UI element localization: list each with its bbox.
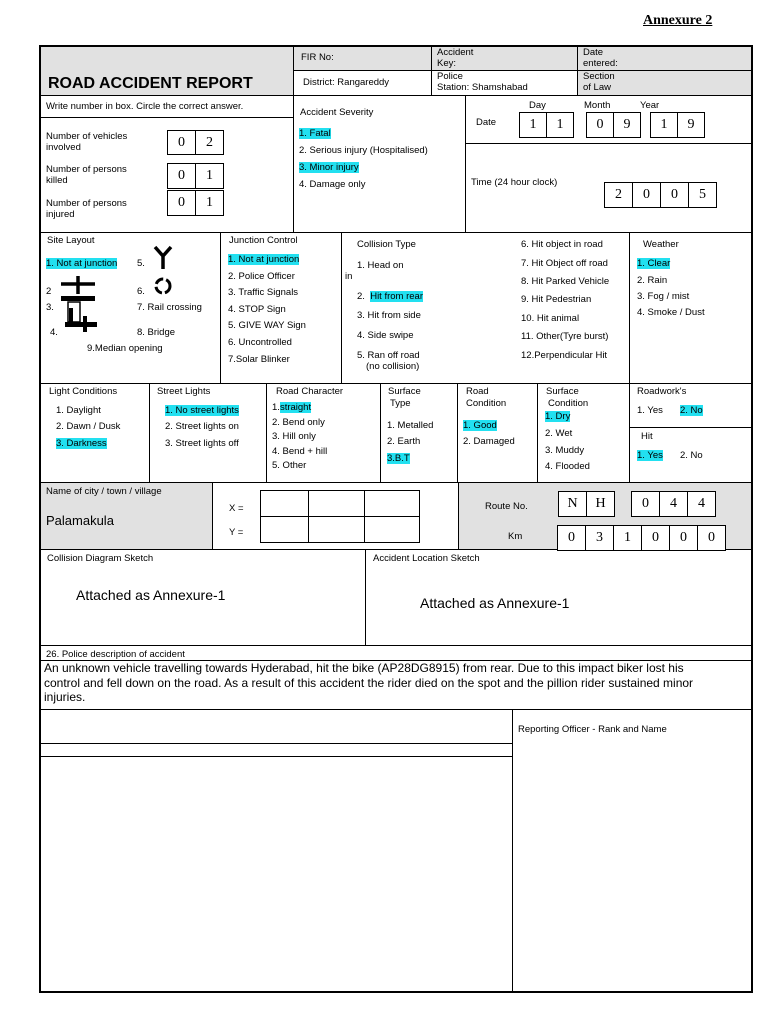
site-layout-not-at-junction[interactable]: 1. Not at junction (46, 258, 118, 269)
route-char[interactable]: 0 (631, 491, 660, 517)
year-label: Year (640, 100, 660, 111)
collision-hit-pedestrian[interactable]: 9. Hit Pedestrian (521, 294, 592, 305)
street-lights-none[interactable]: 1. No street lights (165, 405, 239, 416)
collision-other[interactable]: 11. Other(Tyre burst) (521, 331, 609, 342)
surface-condition-label-1: Surface (546, 386, 579, 397)
site-layout-4[interactable]: 4. (50, 327, 58, 338)
severity-label: Accident Severity (300, 107, 374, 118)
collision-hit-object-in-road[interactable]: 6. Hit object in road (521, 239, 603, 250)
light-darkness[interactable]: 3. Darkness (56, 438, 107, 449)
light-label: Light Conditions (49, 386, 118, 397)
form-title: ROAD ACCIDENT REPORT (48, 75, 253, 92)
location-sketch-text: Attached as Annexure-1 (420, 595, 570, 611)
killed-label-1: Number of persons (46, 164, 127, 175)
road-character-bend-hill[interactable]: 4. Bend + hill (272, 446, 328, 457)
road-character-label: Road Character (276, 386, 344, 397)
injured-digit[interactable]: 0 (167, 190, 196, 216)
junction-traffic-signals[interactable]: 3. Traffic Signals (228, 287, 299, 298)
road-character-other[interactable]: 5. Other (272, 460, 307, 471)
vehicles-label-2: involved (46, 142, 81, 153)
severity-option-damage[interactable]: 4. Damage only (299, 179, 366, 190)
junction-stop-sign[interactable]: 4. STOP Sign (228, 304, 286, 315)
time-digit[interactable]: 5 (688, 182, 717, 208)
road-condition-label-1: Road (466, 386, 489, 397)
km-label: Km (508, 531, 523, 542)
road-character-straight[interactable]: 1.straight (272, 402, 312, 413)
time-digit[interactable]: 0 (632, 182, 661, 208)
instruction-text: Write number in box. Circle the correct answer. (46, 101, 244, 112)
collision-hit-animal[interactable]: 10. Hit animal (521, 313, 580, 324)
killed-digit[interactable]: 0 (167, 163, 196, 189)
junction-uncontrolled[interactable]: 6. Uncontrolled (228, 337, 292, 348)
roadworks-no[interactable]: 2. No (680, 405, 703, 416)
km-digit[interactable]: 1 (613, 525, 642, 551)
location-sketch-label: Accident Location Sketch (373, 553, 480, 564)
hit-label: Hit (641, 431, 653, 442)
severity-option-serious[interactable]: 2. Serious injury (Hospitalised) (299, 145, 428, 156)
city-value[interactable]: Palamakula (46, 513, 114, 528)
surface-type-earth[interactable]: 2. Earth (387, 436, 421, 447)
collision-ran-off-road[interactable]: 5. Ran off road (357, 350, 420, 361)
date-entered-label-2: entered: (583, 58, 618, 69)
junction-solar-blinker[interactable]: 7.Solar Blinker (228, 354, 290, 365)
surface-condition-dry[interactable]: 1. Dry (545, 411, 571, 422)
road-character-hill[interactable]: 3. Hill only (272, 431, 316, 442)
surface-type-bt[interactable]: 3.B.T (387, 453, 410, 464)
km-digit[interactable]: 0 (669, 525, 698, 551)
injured-label-1: Number of persons (46, 198, 127, 209)
site-layout-7[interactable]: 7. Rail crossing (137, 302, 202, 313)
site-layout-3[interactable]: 3. (46, 302, 54, 313)
weather-fog[interactable]: 3. Fog / mist (637, 291, 690, 302)
collision-type-label: Collision Type (357, 239, 416, 250)
severity-option-fatal[interactable]: 1. Fatal (299, 128, 331, 139)
time-label: Time (24 hour clock) (471, 177, 558, 188)
date-digit[interactable]: 9 (613, 112, 641, 138)
junction-give-way[interactable]: 5. GIVE WAY Sign (228, 320, 306, 331)
light-dawn-dusk[interactable]: 2. Dawn / Dusk (56, 421, 121, 432)
date-entered-label-1: Date (583, 47, 604, 58)
street-lights-off[interactable]: 3. Street lights off (165, 438, 239, 449)
collision-hit-from-side[interactable]: 3. Hit from side (357, 310, 421, 321)
fir-label: FIR No: (301, 52, 334, 63)
time-digit[interactable]: 0 (660, 182, 689, 208)
weather-clear[interactable]: 1. Clear (637, 258, 671, 269)
collision-head-on[interactable]: 1. Head on (357, 260, 404, 271)
collision-perpendicular-hit[interactable]: 12.Perpendicular Hit (521, 350, 608, 361)
weather-rain[interactable]: 2. Rain (637, 275, 668, 286)
accident-key-label-1: Accident (437, 47, 474, 58)
severity-option-minor[interactable]: 3. Minor injury (299, 162, 359, 173)
staggered-junction-icon (59, 294, 99, 334)
roundabout-icon (152, 275, 174, 297)
month-label: Month (584, 100, 611, 111)
light-daylight[interactable]: 1. Daylight (56, 405, 101, 416)
description-line-1[interactable]: An unknown vehicle travelling towards Hyderabad, hit the bike (AP28DG8915) from rear. Due to this impact biker lost his (44, 661, 684, 675)
surface-type-label-2: Type (390, 398, 411, 409)
road-condition-label-2: Condition (466, 398, 507, 409)
km-digit[interactable]: 0 (697, 525, 726, 551)
street-lights-on[interactable]: 2. Street lights on (165, 421, 239, 432)
weather-smoke[interactable]: 4. Smoke / Dust (637, 307, 705, 318)
junction-police-officer[interactable]: 2. Police Officer (228, 271, 295, 282)
y-junction-icon (152, 245, 174, 271)
vehicles-label-1: Number of vehicles (46, 131, 128, 142)
road-condition-good[interactable]: 1. Good (463, 420, 497, 431)
section-of-law-label-2: of Law (583, 82, 611, 93)
road-condition-damaged[interactable]: 2. Damaged (463, 436, 515, 447)
route-char[interactable]: H (586, 491, 615, 517)
km-digit[interactable]: 0 (557, 525, 586, 551)
killed-digit[interactable]: 1 (195, 163, 224, 189)
surface-type-label-1: Surface (388, 386, 421, 397)
route-label: Route No. (485, 501, 528, 512)
collision-hit-from-rear[interactable]: 2. Hit from rear (357, 291, 423, 302)
hit-yes[interactable]: 1. Yes (637, 450, 663, 461)
collision-side-swipe[interactable]: 4. Side swipe (357, 330, 414, 341)
km-digit[interactable]: 0 (641, 525, 670, 551)
collision-no-collision: (no collision) (366, 361, 420, 372)
vehicles-digit[interactable]: 0 (167, 130, 196, 155)
city-label: Name of city / town / village (46, 486, 162, 497)
collision-hit-parked-vehicle[interactable]: 8. Hit Parked Vehicle (521, 276, 610, 287)
date-digit[interactable]: 1 (650, 112, 678, 138)
junction-not-at-junction[interactable]: 1. Not at junction (228, 254, 300, 265)
injured-digit[interactable]: 1 (195, 190, 224, 216)
killed-label-2: killed (46, 175, 68, 186)
x-label: X = (229, 503, 244, 514)
site-layout-9[interactable]: 9.Median opening (87, 343, 163, 354)
vehicles-digit[interactable]: 2 (195, 130, 224, 155)
time-digit[interactable]: 2 (604, 182, 633, 208)
annexure-label: Annexure 2 (643, 13, 713, 28)
section-of-law-label-1: Section (583, 71, 615, 82)
day-label: Day (529, 100, 546, 111)
surface-condition-label-2: Condition (548, 398, 589, 409)
route-char[interactable]: N (558, 491, 587, 517)
site-layout-8[interactable]: 8. Bridge (137, 327, 176, 338)
description-line-2[interactable]: control and fell down on the road. As a result of this accident the rider died on the spot and the pillion rider sustained minor (44, 676, 694, 690)
district-label: District: Rangareddy (303, 77, 390, 88)
surface-condition-wet[interactable]: 2. Wet (545, 428, 573, 439)
route-char[interactable]: 4 (687, 491, 716, 517)
site-layout-6[interactable]: 6. (137, 286, 145, 297)
collision-sketch-label: Collision Diagram Sketch (47, 553, 154, 564)
date-digit[interactable]: 9 (677, 112, 705, 138)
accident-key-label-2: Key: (437, 58, 457, 69)
police-station-label-2: Station: Shamshabad (437, 82, 528, 93)
junction-control-label: Junction Control (229, 235, 298, 246)
y-label: Y = (229, 527, 244, 538)
street-lights-label: Street Lights (157, 386, 211, 397)
km-digit[interactable]: 3 (585, 525, 614, 551)
surface-condition-muddy[interactable]: 3. Muddy (545, 445, 585, 456)
reporting-officer-label: Reporting Officer - Rank and Name (518, 724, 667, 735)
collision-sketch-text: Attached as Annexure-1 (76, 587, 226, 603)
date-label: Date (476, 117, 497, 128)
surface-condition-flooded[interactable]: 4. Flooded (545, 461, 590, 472)
roadworks-yes[interactable]: 1. Yes (637, 405, 663, 416)
police-station-label-1: Police (437, 71, 463, 82)
date-digit[interactable]: 0 (586, 112, 614, 138)
roadworks-label: Roadwork's (637, 386, 687, 397)
description-line-3[interactable]: injuries. (44, 690, 86, 704)
hit-no[interactable]: 2. No (680, 450, 703, 461)
site-layout-5[interactable]: 5. (137, 258, 145, 269)
road-character-bend[interactable]: 2. Bend only (272, 417, 325, 428)
injured-label-2: injured (46, 209, 75, 220)
weather-label: Weather (643, 239, 679, 250)
site-layout-label: Site Layout (47, 235, 95, 246)
collision-hit-object-off-road[interactable]: 7. Hit Object off road (521, 258, 608, 269)
description-label: 26. Police description of accident (46, 649, 185, 660)
site-layout-2[interactable]: 2 (46, 286, 52, 297)
t-junction-icon (59, 274, 97, 296)
date-digit[interactable]: 1 (519, 112, 547, 138)
surface-type-metalled[interactable]: 1. Metalled (387, 420, 434, 431)
route-char[interactable]: 4 (659, 491, 688, 517)
date-digit[interactable]: 1 (546, 112, 574, 138)
collision-in: in (345, 271, 353, 282)
